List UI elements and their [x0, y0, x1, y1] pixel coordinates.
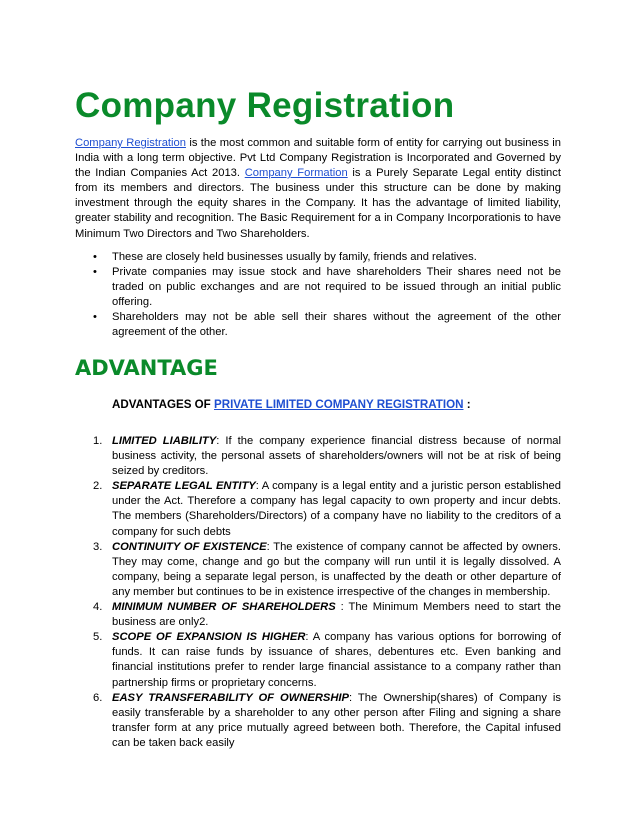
advantages-list	[93, 434, 561, 751]
page-title: Company Registration	[75, 86, 455, 125]
intro-paragraph	[75, 136, 561, 242]
advantage-term: SCOPE OF EXPANSION IS HIGHER	[112, 631, 306, 644]
item-number: 1.	[93, 435, 103, 447]
advantage-text: : The Ownership(shares) of Company is easily transferable by a shareholder to any other person after Filing and signing a share transfer form at any price mutually agreed between both. Therefore, the Capital infused can be taken back easily	[112, 691, 561, 749]
advantage-text: : If the company experience financial distress because of normal business activity, the personal assets of shareholders/owners will not be at risk of being seized by creditors.	[112, 435, 561, 478]
advantages-subheading	[112, 398, 471, 411]
feature-bullet-list	[93, 250, 561, 341]
intro-highlight-pvt-ltd: Pvt Ltd Company Registration	[239, 152, 391, 165]
intro-text-4: is to have Minimum Two Directors and Two Shareholders.	[75, 212, 562, 240]
item-number: 2.	[93, 480, 103, 493]
bullet-item: • Private companies may issue stock and have shareholders Their shares need not be traded on public exchanges and are not required to be issued through an initial public offering.	[93, 265, 561, 310]
intro-text-1: is the most common and suitable form of entity for carrying out business in India with a long term objective.	[75, 137, 561, 165]
advantages-sub-prefix: ADVANTAGES OF	[112, 398, 214, 411]
company-registration-link[interactable]: Company Registration	[75, 137, 186, 149]
advantage-text: : A company is a legal entity and a juristic person established under the Act. Therefore a company has legal capacity to own property and incur debts. The members (Shareholders/Directors) of a company have no liability to the creditors of a company for such debts	[112, 480, 561, 538]
advantage-term: EASY TRANSFERABILITY OF OWNERSHIP	[112, 691, 350, 704]
advantage-item	[93, 479, 561, 539]
intro-text-3: is a Purely Separate Legal entity distinct from its members and directors. The business under this structure can be done by making investment through the equity shares in the Company. It has the advantage of limited liability, greater stability and recognition. The Basic Requirement for a in	[75, 167, 561, 225]
advantages-sub-suffix: :	[463, 398, 471, 411]
advantage-item	[93, 434, 561, 479]
bullet-item: • These are closely held businesses usually by family, friends and relatives.	[93, 250, 561, 265]
advantage-heading: ADVANTAGE	[75, 356, 218, 380]
item-number: 5.	[93, 631, 103, 644]
advantage-term: CONTINUITY OF EXISTENCE	[112, 540, 267, 553]
advantage-text: : A company has various options for borrowing of funds. It can raise funds by issuance of shares, debentures etc. Even banking and financial institutions prefer to render large financial assistance to a company rather than partnership firms or proprietary concerns.	[112, 631, 561, 689]
private-limited-company-registration-link[interactable]: PRIVATE LIMITED COMPANY REGISTRATION	[213, 398, 464, 411]
advantage-term: MINIMUM NUMBER OF SHAREHOLDERS	[112, 601, 336, 614]
advantage-item	[93, 600, 561, 630]
intro-text-2: is Incorporated and Governed by the Indian Companies Act 2013.	[75, 152, 561, 180]
advantage-item	[93, 540, 561, 600]
advantage-term: SEPARATE LEGAL ENTITY	[112, 480, 256, 493]
intro-highlight-incorporation: Company Incorporation	[396, 212, 513, 225]
advantage-text: : The existence of company cannot be affected by owners. They may come, change and go but the company will run until it is legally dissolved. A company, being a separate legal person, is unaffected by the death or other departure of any member but continues to be in existence irrespective of the changes in membership.	[112, 540, 562, 598]
advantage-term: LIMITED LIABILITY	[112, 435, 217, 447]
company-formation-link[interactable]: Company Formation	[244, 167, 348, 180]
advantage-item	[93, 630, 561, 690]
item-number: 4.	[93, 601, 103, 614]
bullet-item: • Shareholders may not be able sell their shares without the agreement of the other agreement of the other.	[93, 310, 561, 340]
advantage-text: : The Minimum Members need to start the business are only2.	[112, 601, 562, 629]
advantage-item	[93, 691, 561, 751]
item-number: 6.	[93, 691, 103, 704]
item-number: 3.	[93, 540, 103, 553]
